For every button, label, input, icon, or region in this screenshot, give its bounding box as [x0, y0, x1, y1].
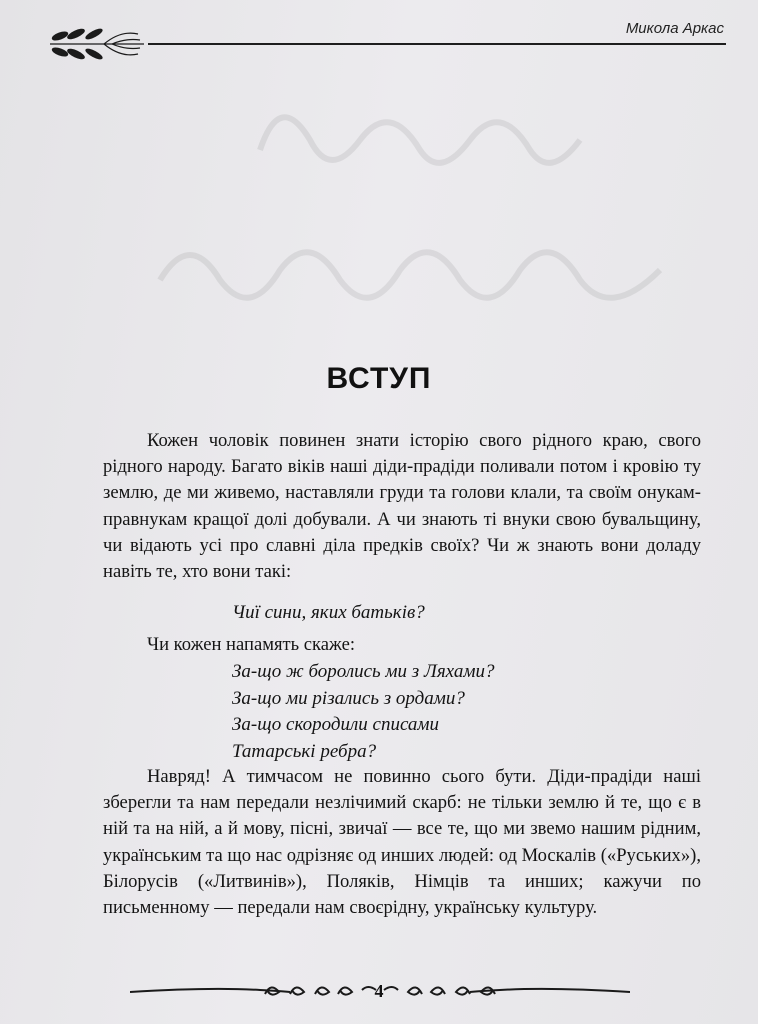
verse-line: За-що ми різались з ордами?: [232, 687, 465, 709]
verse-quote-1: [232, 600, 425, 627]
paragraph-intro: [103, 428, 701, 585]
wheat-branch-icon: [46, 22, 146, 64]
running-head-author: Микола Аркас: [625, 20, 724, 37]
paragraph-answer: [103, 764, 701, 921]
paragraph-question: Чи кожен напамять скаже:: [147, 634, 356, 655]
verse-line: За-що ж боролись ми з Ляхами?: [232, 661, 495, 682]
bleed-through-watermark: [140, 80, 700, 400]
header-rule: [148, 43, 726, 45]
verse-line: Татарські ребра?: [232, 740, 377, 762]
chapter-title: ВСТУП: [326, 362, 432, 395]
verse-quote-2: [232, 659, 494, 765]
paragraph-intro-text: Кожен чоловік повинен знати історію свого рідного краю, свого рідного народу. Багато віків наші діди-прадіди поливали потом і кровію ту землю, де ми живемо, наставляли груди та голови клали, та своїм онукам-правнукам кращої долі добували. А чи знають ті внуки свою бувальщину, чи відають усі про славні діла предків своїх? Чи ж знають вони доладу навіть те, хто вони такі:: [103, 430, 701, 583]
page-number: 4: [374, 981, 384, 1001]
paragraph-answer-text: Навряд! А тимчасом не повинно сього бути. Діди-прадіди наші зберегли та нам передали незлічимий скарб: не тільки землю й те, що є в ній та на ній, а й мову, пісні, звичаї — все те, що ми звемо нашим рідним, українським та що нас одрізняє од инших людей: од Москалів («Руських»), Білорусів («Литвинів»), Поляків, Німців та инших; кажучи по письменному — передали нам своєрідну, українську культуру.: [103, 766, 701, 919]
verse-line: За-що скородили списами: [232, 714, 440, 735]
verse-line: Чиї сини, яких батьків?: [232, 602, 425, 623]
